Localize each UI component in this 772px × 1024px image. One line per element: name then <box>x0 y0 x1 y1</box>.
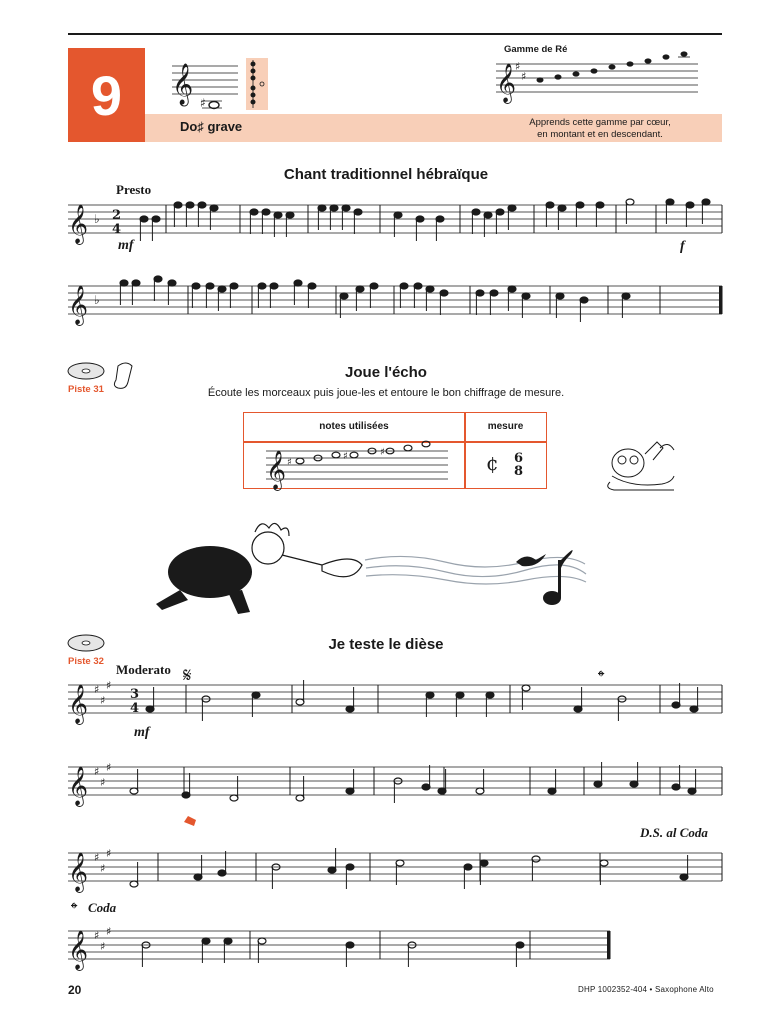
svg-text:♯: ♯ <box>287 457 292 468</box>
svg-text:♯: ♯ <box>515 60 521 73</box>
note-name: Do♯ <box>180 119 204 134</box>
svg-text:♯: ♯ <box>106 679 112 692</box>
pointing-hand-icon <box>184 816 196 826</box>
note-qualifier: grave <box>207 119 243 134</box>
svg-text:𝄞: 𝄞 <box>68 684 89 724</box>
echo-table <box>243 412 547 489</box>
svg-text:𝄞: 𝄞 <box>68 766 89 806</box>
piece1-tempo: Presto <box>116 182 152 197</box>
piece2-timesig-bottom: 4 <box>130 701 140 716</box>
piste-31-label: Piste 31 <box>68 384 104 395</box>
echo-title: Joue l'écho <box>345 364 427 381</box>
svg-text:♯: ♯ <box>106 925 112 938</box>
svg-text:♯: ♯ <box>380 447 385 458</box>
piece1-dynamic-start: mf <box>118 238 134 253</box>
measure-option-6: 6 <box>514 451 524 466</box>
segno-sign: 𝄋 <box>183 663 192 687</box>
scale-instruction-line1: Apprends cette gamme par cœur, <box>529 117 671 128</box>
ds-al-coda: D.S. al Coda <box>640 825 708 840</box>
svg-text:♯: ♯ <box>100 940 106 953</box>
piece2-tempo: Moderato <box>116 662 171 677</box>
svg-text:♯: ♯ <box>94 765 100 778</box>
scale-instruction-line2: en montant et en descendant. <box>537 129 663 140</box>
svg-text:𝄞: 𝄞 <box>68 930 89 970</box>
piece2-timesig-top: 3 <box>130 687 140 702</box>
piece1-timesig-top: 2 <box>112 208 122 223</box>
col-notes-header: notes utilisées <box>319 421 389 432</box>
svg-text:♯: ♯ <box>200 96 206 110</box>
svg-text:𝄞: 𝄞 <box>496 63 517 103</box>
coda-sign-2: 𝄌 <box>71 899 78 920</box>
scale-title: Gamme de Ré <box>504 44 568 55</box>
coda-sign: 𝄌 <box>598 667 605 688</box>
svg-text:♭: ♭ <box>94 293 100 307</box>
piece1-title: Chant traditionnel hébraïque <box>283 166 489 183</box>
echo-instruction: Écoute les morceaux puis joue-les et entoure le bon chiffrage de mesure. <box>207 387 565 399</box>
svg-text:♯: ♯ <box>94 683 100 696</box>
piste-32-label: Piste 32 <box>68 656 104 667</box>
svg-text:♯: ♯ <box>106 761 112 774</box>
svg-text:𝄞: 𝄞 <box>68 204 89 244</box>
piece1-dynamic-end: f <box>680 239 685 254</box>
measure-option-8: 8 <box>514 464 524 479</box>
piece1-timesig-bottom: 4 <box>112 222 122 237</box>
measure-option-cut-time: ¢ <box>486 451 499 475</box>
coda-label: Coda <box>88 900 117 915</box>
svg-text:♯: ♯ <box>94 929 100 942</box>
note-label <box>180 119 242 134</box>
svg-text:♯: ♯ <box>100 776 106 789</box>
svg-text:♯: ♯ <box>94 851 100 864</box>
svg-text:𝄞: 𝄞 <box>68 285 89 325</box>
page-number: 20 <box>68 983 82 997</box>
svg-text:𝄞: 𝄞 <box>68 852 89 892</box>
footer-reference: DHP 1002352-404 • Saxophone Alto <box>578 985 714 994</box>
top-rule <box>68 33 722 35</box>
svg-text:♯: ♯ <box>521 70 527 83</box>
col-measure-header: mesure <box>487 421 524 432</box>
svg-text:♭: ♭ <box>94 212 100 226</box>
piece2-title: Je teste le dièse <box>328 636 444 653</box>
lesson-number: 9 <box>68 48 145 142</box>
piece2-dynamic-start: mf <box>134 725 150 740</box>
svg-text:♯: ♯ <box>106 847 112 860</box>
svg-text:♯: ♯ <box>100 862 106 875</box>
svg-text:𝄞: 𝄞 <box>172 64 194 105</box>
svg-text:♯: ♯ <box>100 694 106 707</box>
svg-text:𝄞: 𝄞 <box>266 450 287 490</box>
scale-instruction <box>470 117 730 141</box>
svg-text:♯: ♯ <box>343 451 348 462</box>
